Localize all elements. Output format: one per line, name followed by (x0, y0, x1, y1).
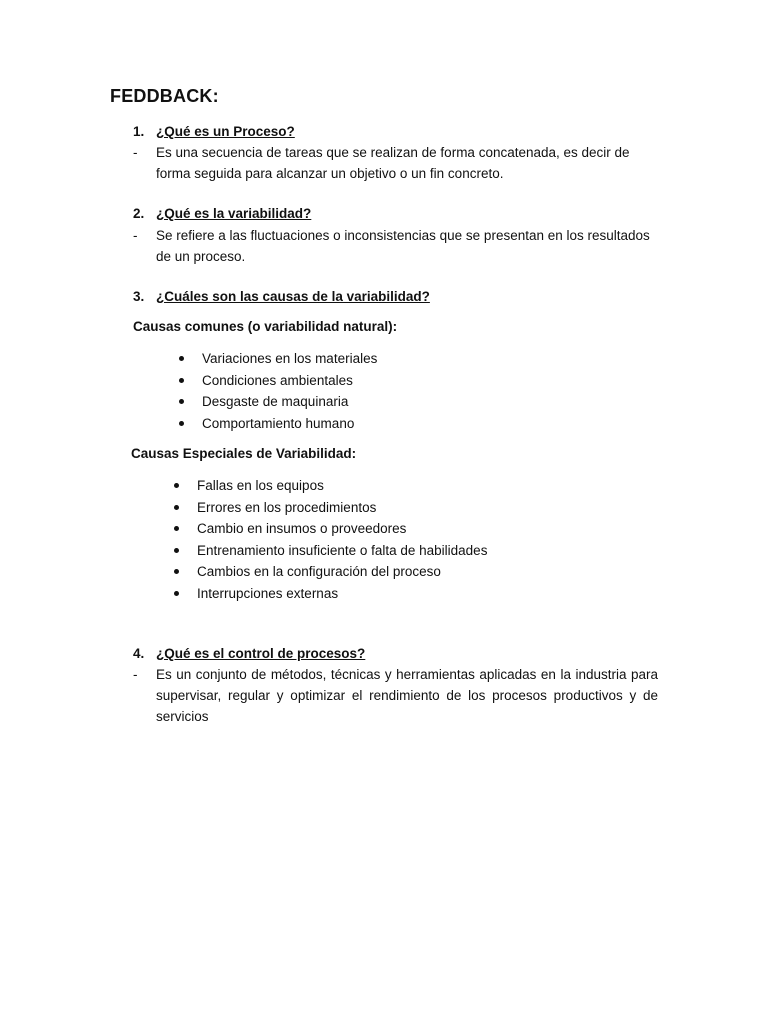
answer-4 (133, 664, 658, 727)
answer-1-text: Es una secuencia de tareas que se realizan de forma concatenada, es decir de forma seguida para alcanzar un objetivo o un fin concreto. (156, 145, 630, 181)
question-2 (133, 206, 311, 221)
common-causes-heading: Causas comunes (o variabilidad natural): (133, 319, 398, 334)
answer-2-text: Se refiere a las fluctuaciones o inconsistencias que se presentan en los resultados de un proceso. (156, 228, 650, 264)
bullet-dot (179, 399, 184, 404)
answer-2 (133, 225, 658, 267)
bullet-dot (174, 526, 179, 531)
document-page: FEDDBACK: 1. ¿Qué es un Proceso? - Es una secuencia de tareas que se realizan de forma concatenada, es decir de forma seguida para alcanzar un objetivo o un fin concreto. 2. ¿Qué es la variabilidad? - Se refiere a las fluctuaciones o inconsistencias que se presentan en los resultados de un proceso. 3. ¿Cuáles son las causas de la variabilidad? Causas comunes (o variabilidad natural): Variaciones en los materiales Condiciones ambientales Desgaste de maquinaria Comportamiento humano Causas Especiales de Variabilidad: Fallas en los equipos Errores en los procedimientos Cambio en insumos o proveedores Entrenamiento insuficiente o falta de habilidades Cambios en la configuración del proceso Interrupciones externas 4. ¿Qué es el control de procesos? - Es un conjunto de métodos, técnicas y herramientas aplicadas en la industria para supervisar, regular y optimizar el rendimiento de los procesos productivos y de servicios (0, 0, 768, 1024)
answer-1 (133, 142, 658, 184)
bullet-dot (179, 356, 184, 361)
question-1-text: ¿Qué es un Proceso? (156, 124, 295, 139)
special-causes-heading: Causas Especiales de Variabilidad: (131, 446, 357, 461)
answer-2-dash: - (133, 228, 138, 243)
answer-4-dash: - (133, 667, 138, 682)
bullet-dot (174, 569, 179, 574)
document-title: FEDDBACK: (110, 86, 219, 106)
question-2-text: ¿Qué es la variabilidad? (156, 206, 312, 221)
question-2-number: 2. (133, 206, 145, 221)
answer-1-dash: - (133, 145, 138, 160)
bullet-dot (179, 421, 184, 426)
question-4 (133, 646, 365, 661)
bullet-dot (174, 591, 179, 596)
bullet-dot (179, 378, 184, 383)
question-1 (133, 124, 295, 139)
question-4-text: ¿Qué es el control de procesos? (156, 646, 366, 661)
bullet-dot (174, 483, 179, 488)
bullet-dot (174, 548, 179, 553)
question-3-text: ¿Cuáles son las causas de la variabilidad? (156, 289, 430, 304)
question-4-number: 4. (133, 646, 145, 661)
answer-4-text: Es un conjunto de métodos, técnicas y herramientas aplicadas en la industria para supervisar, regular y optimizar el rendimiento de los procesos productivos y de servicios (156, 667, 658, 724)
question-1-number: 1. (133, 124, 145, 139)
question-3-number: 3. (133, 289, 145, 304)
bullet-dot (174, 505, 179, 510)
question-3 (133, 289, 430, 304)
